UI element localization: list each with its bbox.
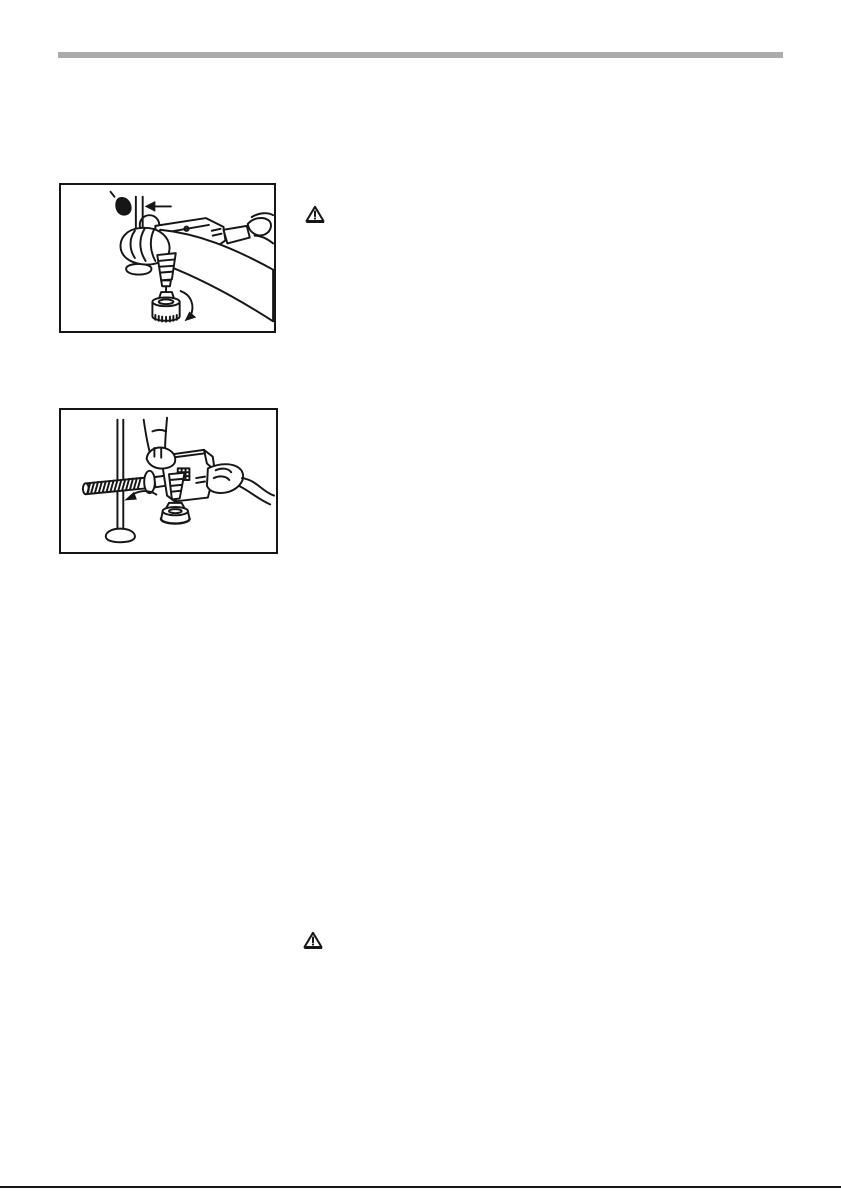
slide-left-arrow bbox=[145, 201, 171, 212]
threaded-rod bbox=[83, 471, 174, 494]
hand-top bbox=[147, 448, 176, 469]
warning-triangle-icon bbox=[303, 931, 323, 949]
warning-triangle-icon bbox=[305, 205, 325, 223]
footer-rule bbox=[0, 1186, 841, 1188]
figure-drill-hole-saw bbox=[59, 183, 276, 333]
warning-triangle-icon bbox=[303, 931, 323, 949]
figure-side-handle-rod bbox=[59, 408, 278, 554]
rotation-arrow bbox=[181, 291, 197, 321]
rear-grip bbox=[207, 464, 274, 504]
warning-triangle-icon bbox=[305, 205, 325, 223]
hole-saw bbox=[152, 292, 179, 322]
header-rule bbox=[58, 52, 783, 58]
side-handle-rod-illustration bbox=[61, 410, 276, 552]
hole-saw bbox=[161, 503, 190, 524]
chuck bbox=[157, 253, 175, 286]
insert-arrow bbox=[124, 491, 156, 500]
drill-hole-saw-illustration bbox=[61, 185, 274, 331]
